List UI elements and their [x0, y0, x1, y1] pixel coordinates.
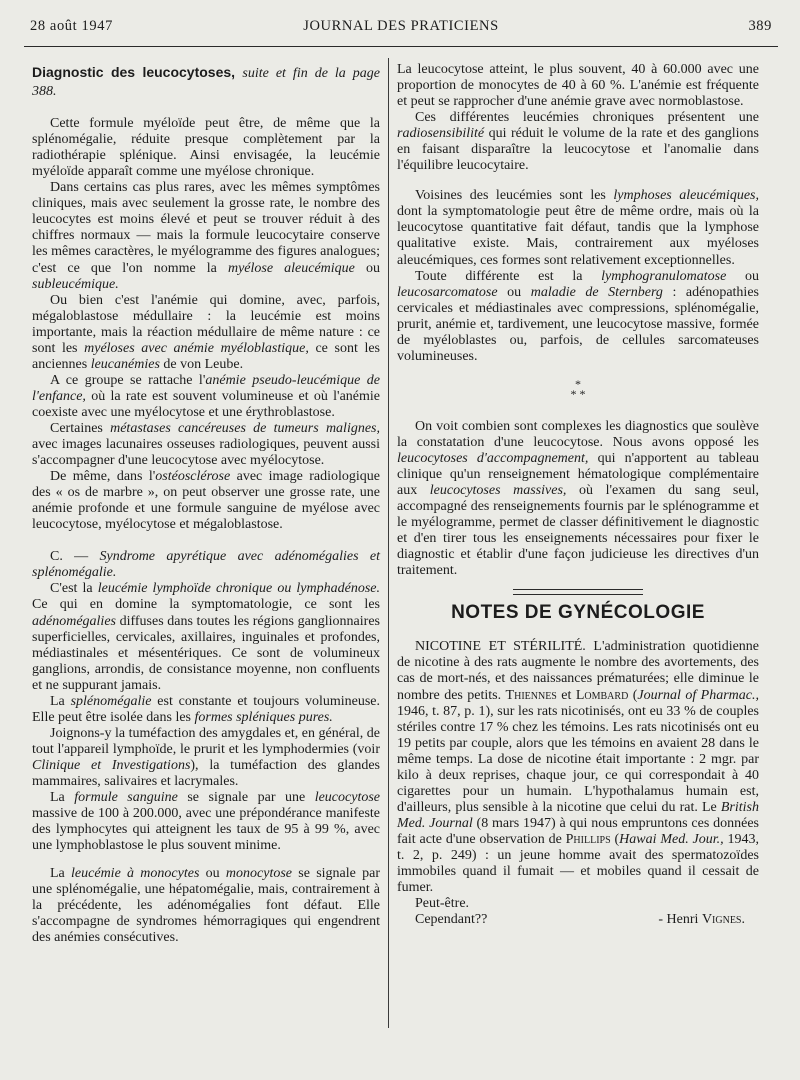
- paragraph: La formule sanguine se signale par une leucocytose massive de 100 à 200.000, avec une prépondérance manifeste des lymphocytes qui atteignent les taux de 95 à 99 %, avec une lymphoblastose le plus souvent minime.: [32, 790, 380, 854]
- paragraph: On voit combien sont complexes les diagnostics que soulève la constatation d'une leucocytose. Nous avons opposé les leucocytoses d'accompagnement, qui n'apportent au tableau clinique qu'un renseignement hématologique complémentaire aux leucocytoses massives, où l'examen du sang seul, accompagné des renseignements fournis par le splénogramme et le myélogramme, permet de classer définitivement le diagnostic et d'en tirer tous les enseignements nécessaires pour fixer le diagnostic et établir d'une façon judicieuse les directives d'un traitement.: [397, 418, 759, 579]
- paragraph: Toute différente est la lymphogranulomatose ou leucosarcomatose ou maladie de Sternberg : adénopathies cervicales et médiastinales avec compressions, splénomégalie, prurit, anémie et, tardivement, une leucocytose massive, formée de myéloblastes ou, parfois, de cellules sarcomateuses volumineuses.: [397, 268, 759, 364]
- running-header: [30, 18, 772, 38]
- signature-line: Cependant?? - Henri Vignes.: [415, 912, 745, 928]
- paragraph: Cette formule myéloïde peut être, de même que la splénomégalie, réduite presque complètement par la radiothérapie splénique. Ainsi envisagée, la leucémie myéloïde apparaît comme une myélose chronique.: [32, 116, 380, 180]
- subsection-heading: C. — Syndrome apyrétique avec adénomégalies et splénomégalie.: [32, 549, 381, 581]
- section-title: Diagnostic des leucocytoses,: [32, 64, 236, 80]
- paragraph: Certaines métastases cancéreuses de tumeurs malignes, avec images lacunaires osseuses radiologiques, peuvent aussi s'accompagner d'une leucocytose avec myélocytose.: [32, 420, 380, 469]
- section-heading: [32, 64, 380, 100]
- double-rule-divider: [513, 589, 643, 595]
- paragraph: La leucémie à monocytes ou monocytose se signale par une splénomégalie, une hépatomégalie, mais, contrairement à la précédente, les adénomégalies font défaut. Elle s'accompagne de syndromes hémorragiques qui engendrent des anémies consécutives.: [32, 866, 380, 946]
- section-continuation: suite et fin de la page 388.: [32, 66, 380, 100]
- paragraph: Ces différentes leucémies chroniques présentent une radiosensibilité qui réduit le volume de la rate et des ganglions en faisant disparaître la leucocytose et l'anomalie dans l'équilibre leucocytaire.: [397, 110, 759, 174]
- paragraph: Voisines des leucémies sont les lymphoses aleucémiques, dont la symptomatologie peut être de même ordre, mais où la leucocytose quantitative fait défaut, tandis que la lymphose qualitative existe. Mais, contrairement aux myéloses aleucémiques, ces formes sont relativement exceptionnelles.: [397, 188, 759, 268]
- paragraph: La splénomégalie est constante et toujours volumineuse. Elle peut être isolée dans les formes spléniques pures.: [32, 693, 381, 725]
- left-column: [32, 62, 380, 946]
- paragraph: Ou bien c'est l'anémie qui domine, avec, parfois, mégaloblastose médullaire : la leucémie est moins importante, mais la réaction médullaire de même nature : ce sont les myéloses avec anémie myéloblastique, ce sont les anciennes leucanémies de von Leube.: [32, 292, 381, 372]
- page-number: 389: [748, 18, 772, 34]
- right-column: [397, 62, 759, 928]
- notes-section-title: NOTES DE GYNÉCOLOGIE: [451, 602, 705, 624]
- paragraph: A ce groupe se rattache l'anémie pseudo-leucémique de l'enfance, où la rate est souvent volumineuse et où l'anémie coexiste avec une myélocytose et une érythroblastose.: [32, 372, 381, 420]
- author-signature: - Henri Vignes.: [658, 912, 745, 928]
- column-divider: [388, 58, 389, 1028]
- section-separator-asterisks: * * *: [570, 376, 586, 401]
- paragraph: Joignons-y la tuméfaction des amygdales et, en général, de tout l'appareil lymphoïde, le prurit et les lymphodermies (voir Clinique et Investigations), la tuméfaction des glandes mammaires, salivaires et lacrymales.: [32, 725, 380, 789]
- paragraph: Peut-être.: [415, 896, 470, 912]
- journal-title: JOURNAL DES PRATICIENS: [303, 18, 499, 34]
- paragraph: Dans certains cas plus rares, avec les mêmes symptômes cliniques, mais avec seulement la grosse rate, le nombre des leucocytes est moins élevé et peut se trouver réduit à des chiffres normaux — mais la formule leucocytaire conserve les mêmes caractères, le myélogramme des figures analogues; c'est ce que l'on nomme la myélose aleucémique ou subleucémique.: [32, 180, 380, 292]
- paragraph: La leucocytose atteint, le plus souvent, 40 à 60.000 avec une proportion de monocytes de 40 à 60 %. L'anémie est fréquente et peut se rapprocher d'une anémie grave avec normoblastose.: [397, 62, 759, 110]
- paragraph: C'est la leucémie lymphoïde chronique ou lymphadénose. Ce qui en domine la symptomatologie, ce sont les adénomégalies diffuses dans toutes les régions ganglionnaires superficielles, cervicales, axillaires, inguinales et profondes, médiastinales et mésentériques. Ce sont de volumineux ganglions, arrondis, de consistance moyenne, non confluents et ne suppurant jamais.: [32, 581, 381, 693]
- paragraph: De même, dans l'ostéosclérose avec image radiologique des « os de marbre », on peut observer une grosse rate, une anémie profonde et une formule sanguine de myélose avec leucocytose, myélocytose et mégaloblastose.: [32, 469, 381, 533]
- paragraph: NICOTINE ET STÉRILITÉ. L'administration quotidienne de nicotine à des rats augmente le nombre des avortements, des cas de mort-nés, et des naissances prématurées; elle diminue le nombre des petits. Thiennes et Lombard (Journal of Pharmac., 1946, t. 87, p. 1), sur les rats nicotinisés, ont eu 33 % de couples stériles contre 17 % chez les témoins. Les rats nicotinisés ont eu 19 petits par couple, alors que les témoins en avaient 28 dans le même temps. La dose de nicotine était importante : 2 mgr. par kilo à deux reprises, chaque jour, ce qui correspondait à 40 cigarettes pour un humain. L'hypothalamus humain est, d'ailleurs, plus sensible à la nicotine que celui du rat. Le British Med. Journal (8 mars 1947) à qui nous empruntons ces données fait acte d'une observation de Phillips (Hawai Med. Jour., 1943, t. 2, p. 249) : un jeune homme avait des spermatozoïdes immobiles quand il fumait — et mobiles quand il cessait de fumer.: [397, 639, 760, 896]
- header-rule: [24, 46, 778, 47]
- header-date: 28 août 1947: [30, 18, 113, 34]
